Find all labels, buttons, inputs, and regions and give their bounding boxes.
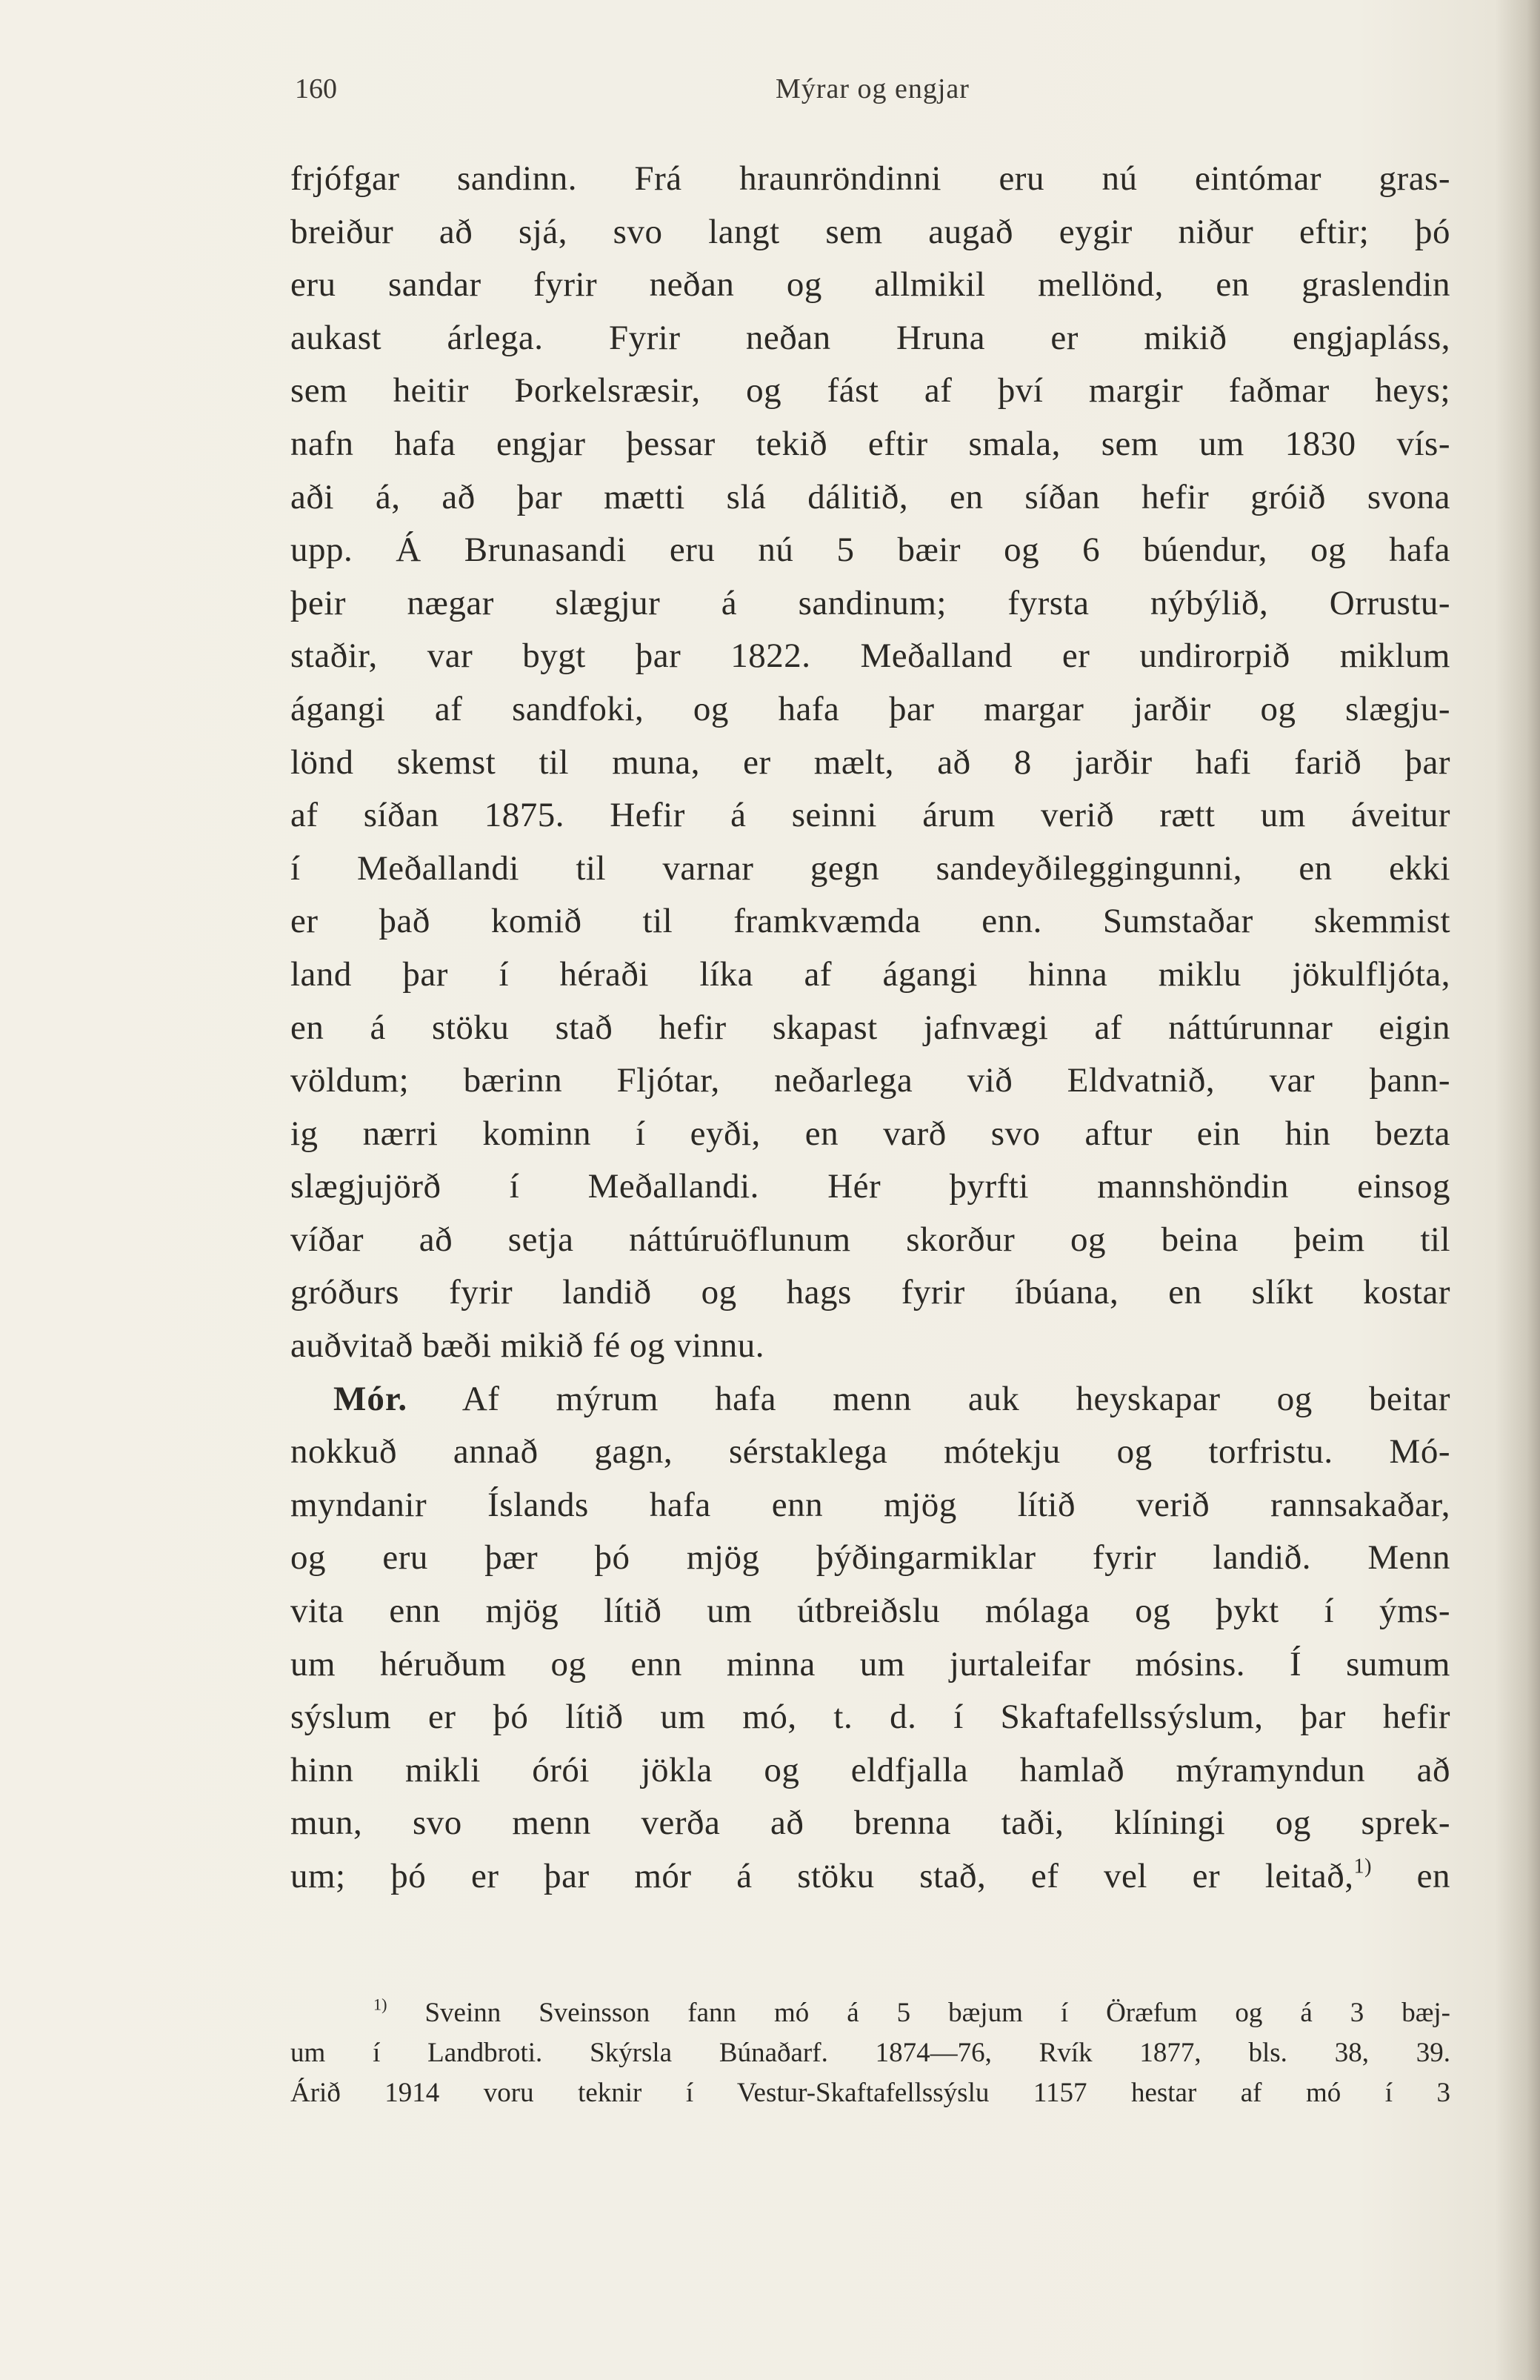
text-line: ig nærri kominn í eyði, en varð svo aftur ein hin bezta [290,1114,1450,1153]
text-line: og eru þær þó mjög þýðingarmiklar fyrir landið. Menn [290,1538,1450,1578]
text-line: myndanir Íslands hafa enn mjög lítið verið rannsakaðar, [290,1485,1450,1524]
text-line: sem heitir Þorkelsræsir, og fást af því margir faðmar heys; [290,371,1450,410]
text-line: eru sandar fyrir neðan og allmikil mellönd, en graslendin [290,265,1450,305]
text-line: frjófgar sandinn. Frá hraunröndinni eru nú eintómar gras- [290,159,1450,198]
text-line: aukast árlega. Fyrir neðan Hruna er mikið engjapláss, [290,318,1450,357]
text-line: er það komið til framkvæmda enn. Sumstaðar skemmist [290,902,1450,941]
mor-first-line-text: Af mýrum hafa menn auk heyskapar og beitar [461,1379,1450,1418]
text-line: gróðurs fyrir landið og hags fyrir íbúana, en slíkt kostar [290,1273,1450,1312]
main-text [290,153,1450,1904]
page-edge-shadow [1496,0,1540,2380]
text-line: vita enn mjög lítið um útbreiðslu mólaga og þykt í ýms- [290,1592,1450,1631]
text-line: þeir nægar slægjur á sandinum; fyrsta nýbýlið, Orrustu- [290,583,1450,622]
text-line: víðar að setja náttúruöflunum skorður og beina þeim til [290,1220,1450,1259]
footnote-line: Árið 1914 voru teknir í Vestur-Skaftafellssýslu 1157 hestar af mó í 3 [290,2078,1450,2108]
text-line: völdum; bærinn Fljótar, neðarlega við Eldvatnið, var þann- [290,1061,1450,1100]
mor-heading: Mór. [333,1379,408,1418]
footnote-line: um í Landbroti. Skýrsla Búnaðarf. 1874—76, Rvík 1877, bls. 38, 39. [290,2038,1450,2068]
text-line: aði á, að þar mætti slá dálitið, en síðan hefir gróið svona [290,477,1450,516]
footnotes [290,1993,1450,2113]
text-line: land þar í héraði líka af ágangi hinna miklu jökulfljóta, [290,954,1450,994]
mor-last-line [290,1850,1450,1904]
mor-last-line-end: en [1371,1857,1450,1895]
text-line: upp. Á Brunasandi eru nú 5 bæir og 6 búendur, og hafa [290,531,1450,570]
text-line: staðir, var bygt þar 1822. Meðalland er undirorpið miklum [290,636,1450,676]
text-line: sýslum er þó lítið um mó, t. d. í Skaftafellssýslum, þar hefir [290,1698,1450,1737]
text-line: slægjujörð í Meðallandi. Hér þyrfti mannshöndin einsog [290,1167,1450,1206]
text-line: af síðan 1875. Hefir á seinni árum verið rætt um áveitur [290,796,1450,835]
text-line: breiður að sjá, svo langt sem augað eygir niður eftir; þó [290,212,1450,251]
text-line: mun, svo menn verða að brenna taði, klíningi og sprek- [290,1804,1450,1843]
mor-last-line-text: um; þó er þar mór á stöku stað, ef vel er leitað, [290,1857,1354,1895]
page-header [295,73,1450,117]
text-line: nafn hafa engjar þessar tekið eftir smala, sem um 1830 vís- [290,424,1450,463]
text-line: um héruðum og enn minna um jurtaleifar mósins. Í sumum [290,1644,1450,1683]
footnote-line [290,1993,1450,2033]
text-line: lönd skemst til muna, er mælt, að 8 jarðir hafi farið þar [290,742,1450,782]
footnote-text: Sveinn Sveinsson fann mó á 5 bæjum í Öræfum og á 3 bæj- [424,1998,1450,2028]
mor-paragraph-first-line [290,1373,1450,1426]
running-title: Mýrar og engjar [776,73,970,104]
text-line: en á stöku stað hefir skapast jafnvægi af náttúrunnar eigin [290,1008,1450,1047]
text-line: í Meðallandi til varnar gegn sandeyðileggingunni, en ekki [290,848,1450,888]
page-number: 160 [295,73,337,104]
text-line: ágangi af sandfoki, og hafa þar margar jarðir og slægju- [290,689,1450,728]
text-line: nokkuð annað gagn, sérstaklega mótekju og torfristu. Mó- [290,1432,1450,1472]
footnote-reference: 1) [1353,1855,1372,1878]
text-line: hinn mikli órói jökla og eldfjalla hamlað mýramyndun að [290,1750,1450,1789]
text-line: auðvitað bæði mikið fé og vinnu. [290,1326,764,1366]
footnote-marker: 1) [373,1995,387,2014]
